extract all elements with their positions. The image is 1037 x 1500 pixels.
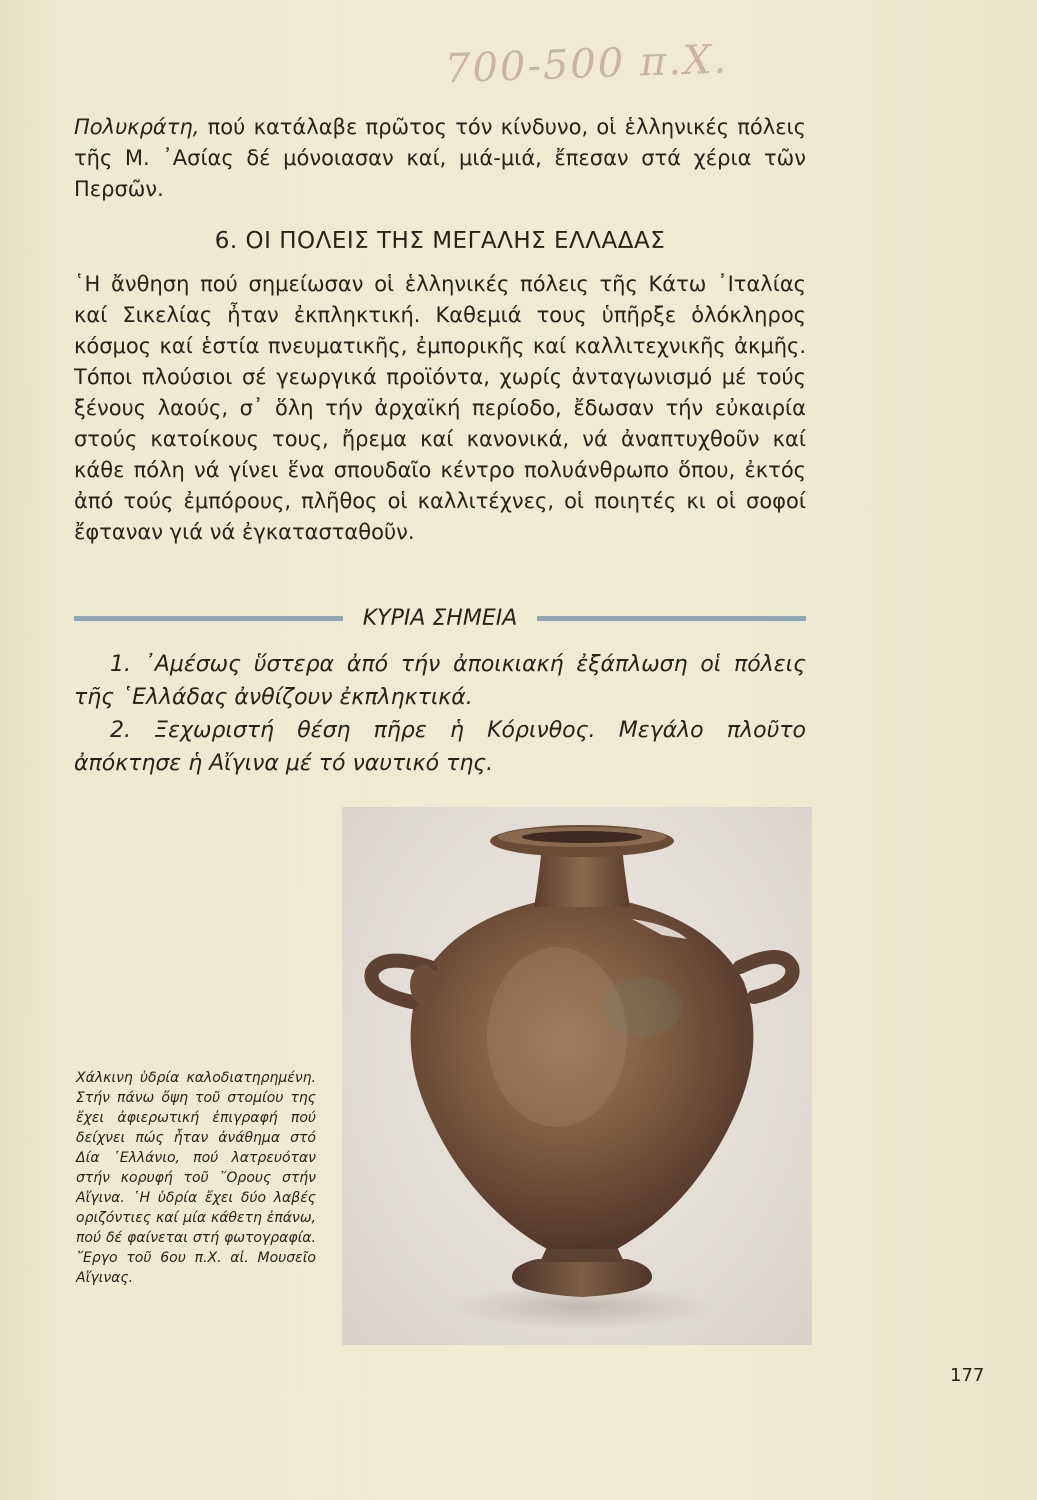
handwritten-date-note: 700-500 π.Χ. xyxy=(444,36,729,93)
left-handle-attachment-shape xyxy=(410,965,438,1005)
section-heading: 6. ΟΙ ΠΟΛΕΙΣ ΤΗΣ ΜΕΓΑΛΗΣ ΕΛΛΑΔΑΣ xyxy=(214,228,666,254)
intro-lead-name: Πολυκράτη, xyxy=(74,115,200,139)
summary-point: 1. ᾿Αμέσως ὕστερα ἀπό τήν ἀποικιακή ἐξάπλωση οἱ πόλεις τῆς ῾Ελλάδας ἀνθίζουν ἐκπληκτικά. xyxy=(74,652,806,710)
right-handle-shape xyxy=(740,957,793,997)
page-number: 177 xyxy=(950,1365,985,1386)
summary-points xyxy=(74,648,806,780)
summary-point: 2. Ξεχωριστή θέση πῆρε ἡ Κόρινθος. Μεγάλο πλοῦτο ἀπόκτησε ἡ Αἴγινα μέ τό ναυτικό της. xyxy=(74,718,806,776)
patina-highlight-shape xyxy=(487,947,627,1127)
intro-paragraph xyxy=(74,112,806,205)
intro-text: πού κατάλαβε πρῶτος τόν κίνδυνο, οἱ ἑλληνικές πόλεις τῆς Μ. ᾿Ασίας δέ μόνοιασαν καί, μιά-μιά, ἔπεσαν στά χέρια τῶν Περσῶν. xyxy=(74,115,806,201)
summary-title: ΚΥΡΙΑ ΣΗΜΕΙΑ xyxy=(362,605,518,631)
bronze-hydria-illustration xyxy=(342,807,812,1345)
patina-green-shape xyxy=(602,977,682,1037)
hydria-mouth-shape xyxy=(522,831,642,843)
right-rule-divider xyxy=(537,616,806,621)
main-paragraph: ῾Η ἄνθηση πού σημείωσαν οἱ ἑλληνικές πόλεις τῆς Κάτω ᾿Ιταλίας καί Σικελίας ἦταν ἐκπληκτική. Καθεμιά τους ὑπῆρξε ὁλόκληρος κόσμος καί ἑστία πνευματικῆς, ἐμπορικῆς καί καλλιτεχνικῆς ἀκμῆς. Τόποι πλούσιοι σέ γεωργικά προϊόντα, χωρίς ἀνταγωνισμό μέ τούς ξένους λαούς, σ᾿ ὅλη τήν ἀρχαϊκή περίοδο, ἔδωσαν τήν εὐκαιρία στούς κατοίκους τους, ἤρεμα καί κανονικά, νά ἀναπτυχθοῦν καί κάθε πόλη νά γίνει ἕνα σπουδαῖο κέντρο πολυάνθρωπο ὅπου, ἐκτός ἀπό τούς ἐμπόρους, πλῆθος οἱ καλλιτέχνες, οἱ ποιητές κι οἱ σοφοί ἔφταναν γιά νά ἐγκατασταθοῦν. xyxy=(74,272,806,544)
summary-header xyxy=(74,600,806,636)
hydria-photo xyxy=(342,807,812,1345)
left-rule-divider xyxy=(74,616,343,621)
hydria-stem-shape xyxy=(540,1247,624,1262)
photo-caption: Χάλκινη ὑδρία καλοδιατηρημένη. Στήν πάνω ὄψη τοῦ στομίου της ἔχει ἀφιερωτική ἐπιγραφή πού δείχνει πώς ἦταν ἀνάθημα στό Δία ῾Ελλάνιο, πού λατρευόταν στήν κορυφή τοῦ ῎Ορους στήν Αἴγινα. ῾Η ὑδρία ἔχει δύο λαβές οριζόντιες καί μία κάθετη ἐπάνω, πού δέ φαίνεται στή φωτογραφία. ῎Εργο τοῦ 6ου π.Χ. αἰ. Μουσεῖο Αἴγινας. xyxy=(76,1070,316,1286)
